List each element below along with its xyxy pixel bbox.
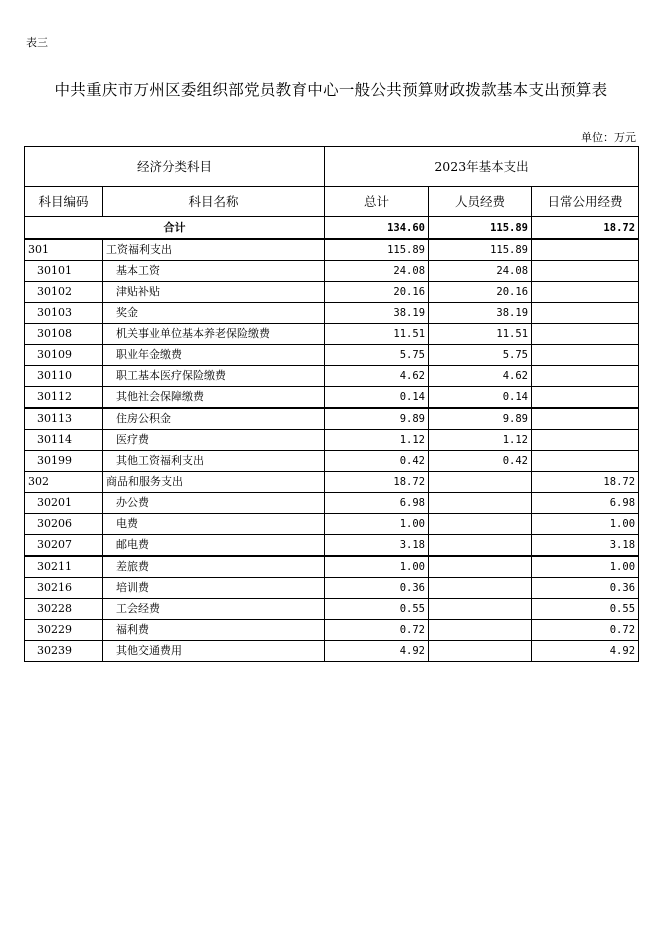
table-row [25,620,639,641]
total-label: 合计 [25,217,325,240]
row-total: 11.51 [325,324,429,345]
row-daily [532,366,639,387]
total-row [25,217,639,240]
row-name: 其他交通费用 [103,641,325,662]
table-row [25,535,639,557]
header-row-columns [25,187,639,217]
row-daily [532,261,639,282]
row-name: 其他工资福利支出 [103,451,325,472]
row-personnel: 38.19 [429,303,532,324]
table-row [25,261,639,282]
table-row [25,345,639,366]
row-name: 医疗费 [103,430,325,451]
row-name: 津贴补贴 [103,282,325,303]
category-row [25,472,639,493]
row-code: 30229 [25,620,103,641]
row-name: 培训费 [103,578,325,599]
row-code: 302 [25,472,103,493]
row-code: 30114 [25,430,103,451]
row-personnel: 0.14 [429,387,532,409]
header-total: 总计 [325,187,429,217]
table-row [25,408,639,430]
row-name: 差旅费 [103,556,325,578]
row-daily [532,345,639,366]
row-name: 职业年金缴费 [103,345,325,366]
row-personnel [429,493,532,514]
row-name: 基本工资 [103,261,325,282]
row-code: 30103 [25,303,103,324]
row-daily: 0.55 [532,599,639,620]
row-daily [532,303,639,324]
row-total: 0.72 [325,620,429,641]
row-code: 30239 [25,641,103,662]
row-personnel: 5.75 [429,345,532,366]
row-daily: 4.92 [532,641,639,662]
table-row [25,599,639,620]
total-daily: 18.72 [532,217,639,240]
header-row-group [25,147,639,187]
row-personnel: 20.16 [429,282,532,303]
table-row [25,451,639,472]
row-personnel: 1.12 [429,430,532,451]
row-personnel [429,535,532,557]
row-code: 30216 [25,578,103,599]
row-total: 4.92 [325,641,429,662]
row-daily: 1.00 [532,556,639,578]
row-personnel [429,641,532,662]
row-name: 奖金 [103,303,325,324]
row-code: 30108 [25,324,103,345]
row-personnel [429,472,532,493]
row-total: 1.00 [325,556,429,578]
row-personnel: 0.42 [429,451,532,472]
row-name: 工资福利支出 [103,239,325,261]
row-daily [532,282,639,303]
table-row [25,366,639,387]
table-row [25,387,639,409]
row-code: 301 [25,239,103,261]
row-code: 30113 [25,408,103,430]
row-code: 30201 [25,493,103,514]
table-row [25,641,639,662]
table-row [25,514,639,535]
row-personnel [429,556,532,578]
table-row [25,578,639,599]
row-daily: 0.36 [532,578,639,599]
row-daily: 18.72 [532,472,639,493]
header-personnel: 人员经费 [429,187,532,217]
row-total: 115.89 [325,239,429,261]
row-total: 5.75 [325,345,429,366]
row-personnel [429,599,532,620]
row-personnel [429,578,532,599]
row-total: 20.16 [325,282,429,303]
unit-label: 单位：万元 [581,131,636,144]
row-total: 24.08 [325,261,429,282]
row-total: 4.62 [325,366,429,387]
row-name: 电费 [103,514,325,535]
total-personnel: 115.89 [429,217,532,240]
row-personnel [429,620,532,641]
row-total: 1.00 [325,514,429,535]
row-code: 30102 [25,282,103,303]
row-code: 30112 [25,387,103,409]
row-personnel: 9.89 [429,408,532,430]
row-daily [532,430,639,451]
page-title: 中共重庆市万州区委组织部党员教育中心一般公共预算财政拨款基本支出预算表 [54,81,608,99]
row-name: 邮电费 [103,535,325,557]
row-code: 30101 [25,261,103,282]
row-code: 30211 [25,556,103,578]
total-total: 134.60 [325,217,429,240]
row-personnel: 11.51 [429,324,532,345]
row-total: 0.14 [325,387,429,409]
budget-table [24,146,639,662]
row-code: 30206 [25,514,103,535]
row-daily: 1.00 [532,514,639,535]
table-row [25,324,639,345]
row-total: 0.36 [325,578,429,599]
header-code: 科目编码 [25,187,103,217]
header-econ-class: 经济分类科目 [25,147,325,187]
row-total: 0.42 [325,451,429,472]
row-code: 30110 [25,366,103,387]
row-daily: 3.18 [532,535,639,557]
row-total: 1.12 [325,430,429,451]
table-row [25,493,639,514]
table-row [25,556,639,578]
row-name: 工会经费 [103,599,325,620]
category-row [25,239,639,261]
row-total: 18.72 [325,472,429,493]
row-personnel [429,514,532,535]
row-total: 3.18 [325,535,429,557]
row-code: 30199 [25,451,103,472]
row-total: 9.89 [325,408,429,430]
header-daily: 日常公用经费 [532,187,639,217]
header-name: 科目名称 [103,187,325,217]
row-code: 30109 [25,345,103,366]
row-daily [532,239,639,261]
row-code: 30228 [25,599,103,620]
table-number: 表三 [26,36,48,49]
row-personnel: 4.62 [429,366,532,387]
row-total: 38.19 [325,303,429,324]
row-daily [532,324,639,345]
header-year-basic: 2023年基本支出 [325,147,639,187]
row-name: 商品和服务支出 [103,472,325,493]
table-row [25,282,639,303]
row-name: 办公费 [103,493,325,514]
row-name: 住房公积金 [103,408,325,430]
row-name: 福利费 [103,620,325,641]
row-name: 职工基本医疗保险缴费 [103,366,325,387]
row-daily [532,451,639,472]
row-code: 30207 [25,535,103,557]
row-personnel: 24.08 [429,261,532,282]
table-row [25,430,639,451]
row-daily: 6.98 [532,493,639,514]
row-total: 0.55 [325,599,429,620]
row-total: 6.98 [325,493,429,514]
row-name: 机关事业单位基本养老保险缴费 [103,324,325,345]
row-daily [532,387,639,409]
row-daily: 0.72 [532,620,639,641]
row-name: 其他社会保障缴费 [103,387,325,409]
table-row [25,303,639,324]
row-daily [532,408,639,430]
row-personnel: 115.89 [429,239,532,261]
